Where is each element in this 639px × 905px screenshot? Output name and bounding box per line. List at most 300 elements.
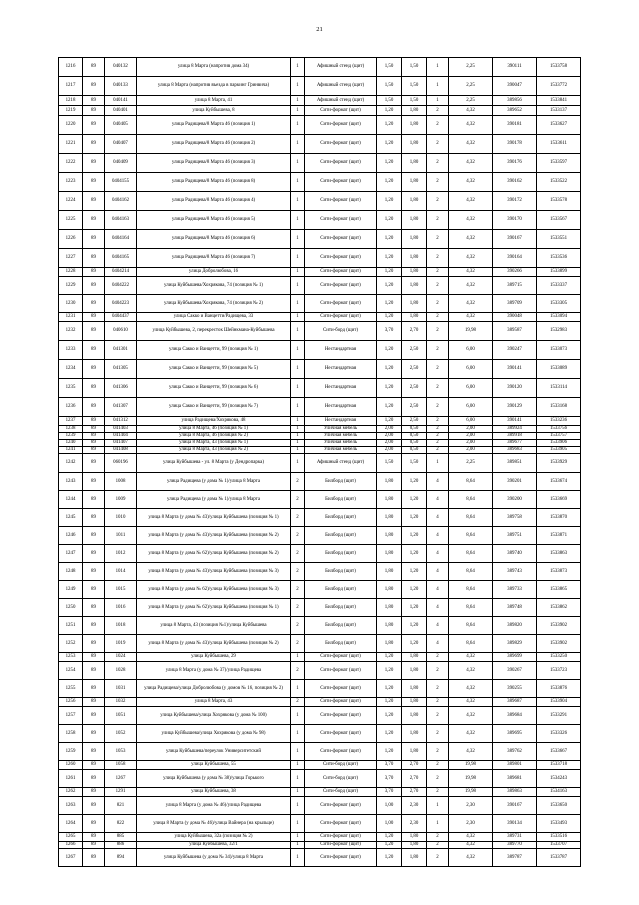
cell-surfaces-count: 2 xyxy=(427,341,449,360)
cell-place-id: 1031 xyxy=(105,680,137,698)
table-row xyxy=(59,313,581,322)
cell-surfaces-count: 2 xyxy=(427,295,449,313)
cell-row-number: 1262 xyxy=(59,788,83,797)
cell-height: 1,80 xyxy=(402,249,427,268)
cell-sides-count: 2 xyxy=(291,662,305,680)
cell-coord-x: 390141 xyxy=(493,360,537,379)
cell-coord-x: 389681 xyxy=(493,770,537,788)
cell-surfaces-count: 4 xyxy=(427,617,449,635)
cell-row-number: 1261 xyxy=(59,770,83,788)
cell-construction-type: Афишный стенд (щит) xyxy=(305,58,377,77)
cell-coord-x: 389770 xyxy=(493,842,537,849)
cell-width: 1,00 xyxy=(377,797,402,815)
cell-width: 1,20 xyxy=(377,707,402,725)
cell-place-id: 041407 xyxy=(105,440,137,447)
cell-place-id: 1010 xyxy=(105,509,137,527)
cell-area: 2,30 xyxy=(449,797,493,815)
cell-district-code: 89 xyxy=(83,341,105,360)
cell-area: 8,64 xyxy=(449,509,493,527)
cell-district-code: 89 xyxy=(83,842,105,849)
cell-address: улица Куйбышева (у дома № 38)/улица Горького xyxy=(137,770,291,788)
cell-coord-y: 1533291 xyxy=(537,707,581,725)
cell-coord-y: 1533841 xyxy=(537,96,581,106)
cell-place-id: 1267 xyxy=(105,770,137,788)
table-row xyxy=(59,797,581,815)
cell-surfaces-count: 2 xyxy=(427,106,449,116)
cell-height: 1,20 xyxy=(402,635,427,653)
cell-row-number: 1267 xyxy=(59,849,83,867)
cell-coord-y: 1533073 xyxy=(537,341,581,360)
cell-height: 0,50 xyxy=(402,433,427,440)
cell-place-id: 040401 xyxy=(105,106,137,116)
cell-address: улица 8 Марта (у дома № 46)/улица Радищева xyxy=(137,797,291,815)
cell-construction-type: Сити-формат (щит) xyxy=(305,192,377,211)
cell-height: 1,20 xyxy=(402,545,427,563)
cell-coord-y: 1534163 xyxy=(537,788,581,797)
cell-height: 1,20 xyxy=(402,509,427,527)
cell-district-code: 89 xyxy=(83,491,105,509)
cell-address: улица 8 Марта (у дома № 37)/улица Радищева xyxy=(137,662,291,680)
cell-coord-x: 389715 xyxy=(493,277,537,295)
cell-width: 1,20 xyxy=(377,116,402,135)
table-row xyxy=(59,58,581,77)
cell-row-number: 1233 xyxy=(59,341,83,360)
table-row xyxy=(59,635,581,653)
cell-construction-type: Нестандартная xyxy=(305,360,377,379)
cell-row-number: 1219 xyxy=(59,106,83,116)
table-row xyxy=(59,277,581,295)
cell-address: улица Сакко и Ванцетти, 99 (позиция № 6) xyxy=(137,379,291,398)
cell-coord-x: 389924 xyxy=(493,426,537,433)
cell-address: улица Куйбышева/Хохрякова, 74 (позиция № 1) xyxy=(137,277,291,295)
cell-construction-type: Билборд (щит) xyxy=(305,509,377,527)
cell-coord-y: 1533870 xyxy=(537,509,581,527)
cell-coord-x: 389787 xyxy=(493,849,537,867)
cell-surfaces-count: 1 xyxy=(427,454,449,473)
cell-coord-x: 389801 xyxy=(493,761,537,770)
cell-coord-x: 390167 xyxy=(493,797,537,815)
cell-district-code: 89 xyxy=(83,230,105,249)
cell-height: 1,80 xyxy=(402,173,427,192)
cell-width: 1,50 xyxy=(377,58,402,77)
cell-row-number: 1258 xyxy=(59,725,83,743)
cell-area: 8,64 xyxy=(449,563,493,581)
cell-coord-x: 390167 xyxy=(493,230,537,249)
cell-height: 1,80 xyxy=(402,211,427,230)
table-row xyxy=(59,440,581,447)
cell-district-code: 89 xyxy=(83,440,105,447)
table-row xyxy=(59,426,581,433)
cell-place-id: 041306 xyxy=(105,379,137,398)
cell-coord-x: 390176 xyxy=(493,154,537,173)
cell-coord-x: 389731 xyxy=(493,833,537,842)
cell-width: 1,20 xyxy=(377,313,402,322)
cell-construction-type: Билборд (щит) xyxy=(305,473,377,491)
cell-place-id: 0404223 xyxy=(105,295,137,313)
cell-coord-y: 1533493 xyxy=(537,815,581,833)
cell-area: 4,32 xyxy=(449,743,493,761)
cell-width: 1,50 xyxy=(377,77,402,96)
cell-height: 1,80 xyxy=(402,833,427,842)
cell-place-id: 1032 xyxy=(105,698,137,707)
cell-height: 2,50 xyxy=(402,379,427,398)
cell-coord-x: 390247 xyxy=(493,341,537,360)
page-number: 21 xyxy=(316,26,323,33)
cell-row-number: 1217 xyxy=(59,77,83,96)
cell-construction-type: Сити-формат (щит) xyxy=(305,725,377,743)
cell-sides-count: 1 xyxy=(291,341,305,360)
cell-construction-type: Сити-формат (щит) xyxy=(305,698,377,707)
cell-row-number: 1263 xyxy=(59,797,83,815)
cell-sides-count: 1 xyxy=(291,116,305,135)
cell-width: 1,20 xyxy=(377,698,402,707)
cell-sides-count: 1 xyxy=(291,770,305,788)
cell-place-id: 041307 xyxy=(105,398,137,417)
cell-row-number: 1234 xyxy=(59,360,83,379)
cell-sides-count: 2 xyxy=(291,509,305,527)
cell-surfaces-count: 2 xyxy=(427,698,449,707)
cell-row-number: 1252 xyxy=(59,635,83,653)
cell-address: улица Куйбышева/переулок Университетский xyxy=(137,743,291,761)
cell-construction-type: Уличная мебель xyxy=(305,447,377,454)
cell-coord-y: 1533669 xyxy=(537,491,581,509)
cell-district-code: 89 xyxy=(83,662,105,680)
cell-coord-x: 389695 xyxy=(493,725,537,743)
cell-construction-type: Сити-формат (щит) xyxy=(305,313,377,322)
cell-width: 1,20 xyxy=(377,680,402,698)
cell-district-code: 89 xyxy=(83,322,105,341)
cell-district-code: 89 xyxy=(83,797,105,815)
cell-width: 1,20 xyxy=(377,833,402,842)
cell-coord-x: 390120 xyxy=(493,379,537,398)
cell-row-number: 1240 xyxy=(59,440,83,447)
cell-area: 19,98 xyxy=(449,770,493,788)
cell-coord-y: 1533667 xyxy=(537,743,581,761)
cell-coord-x: 389748 xyxy=(493,599,537,617)
cell-construction-type: Афишный стенд (щит) xyxy=(305,454,377,473)
cell-width: 1,80 xyxy=(377,581,402,599)
cell-coord-x: 389758 xyxy=(493,509,537,527)
cell-area: 4,32 xyxy=(449,725,493,743)
table-row xyxy=(59,680,581,698)
cell-area: 4,32 xyxy=(449,154,493,173)
cell-district-code: 89 xyxy=(83,815,105,833)
cell-coord-y: 1533250 xyxy=(537,653,581,662)
cell-coord-x: 390162 xyxy=(493,173,537,192)
cell-district-code: 89 xyxy=(83,743,105,761)
cell-area: 4,32 xyxy=(449,842,493,849)
cell-width: 1,20 xyxy=(377,725,402,743)
cell-height: 1,80 xyxy=(402,662,427,680)
table-row xyxy=(59,154,581,173)
registry-table xyxy=(58,57,581,867)
cell-surfaces-count: 2 xyxy=(427,707,449,725)
cell-surfaces-count: 4 xyxy=(427,527,449,545)
cell-height: 2,70 xyxy=(402,770,427,788)
cell-width: 2,00 xyxy=(377,447,402,454)
cell-width: 1,80 xyxy=(377,473,402,491)
cell-coord-x: 390048 xyxy=(493,313,537,322)
cell-district-code: 89 xyxy=(83,295,105,313)
cell-width: 1,80 xyxy=(377,563,402,581)
cell-sides-count: 1 xyxy=(291,360,305,379)
table-row xyxy=(59,322,581,341)
cell-place-id: 060196 xyxy=(105,454,137,473)
cell-place-id: 1052 xyxy=(105,725,137,743)
cell-coord-y: 1533718 xyxy=(537,761,581,770)
cell-district-code: 89 xyxy=(83,313,105,322)
cell-construction-type: Билборд (щит) xyxy=(305,527,377,545)
cell-row-number: 1235 xyxy=(59,379,83,398)
cell-area: 4,32 xyxy=(449,313,493,322)
cell-area: 8,64 xyxy=(449,599,493,617)
cell-coord-y: 1533723 xyxy=(537,662,581,680)
cell-height: 1,80 xyxy=(402,849,427,867)
cell-district-code: 89 xyxy=(83,617,105,635)
cell-width: 1,20 xyxy=(377,268,402,277)
cell-height: 1,80 xyxy=(402,725,427,743)
cell-sides-count: 1 xyxy=(291,743,305,761)
table-row xyxy=(59,527,581,545)
cell-district-code: 89 xyxy=(83,833,105,842)
cell-width: 1,80 xyxy=(377,527,402,545)
cell-coord-y: 1533326 xyxy=(537,725,581,743)
cell-place-id: 041404 xyxy=(105,433,137,440)
cell-place-id: 041305 xyxy=(105,360,137,379)
cell-address: улица Радищева (у дома № 1)/улица 8 Марта xyxy=(137,491,291,509)
cell-address: улица Куйбышева, 32а (позиция № 2) xyxy=(137,833,291,842)
cell-width: 1,20 xyxy=(377,417,402,426)
cell-area: 4,32 xyxy=(449,211,493,230)
cell-construction-type: Сити-формат (щит) xyxy=(305,268,377,277)
cell-width: 1,80 xyxy=(377,545,402,563)
cell-address: улица Сакко и Ванцетти, 99 (позиция № 7) xyxy=(137,398,291,417)
cell-area: 8,64 xyxy=(449,617,493,635)
cell-district-code: 89 xyxy=(83,173,105,192)
cell-surfaces-count: 2 xyxy=(427,426,449,433)
cell-row-number: 1266 xyxy=(59,842,83,849)
cell-area: 4,32 xyxy=(449,173,493,192)
cell-place-id: 822 xyxy=(105,815,137,833)
cell-height: 1,50 xyxy=(402,96,427,106)
cell-height: 1,80 xyxy=(402,295,427,313)
cell-coord-y: 1533756 xyxy=(537,426,581,433)
cell-height: 2,70 xyxy=(402,788,427,797)
cell-row-number: 1250 xyxy=(59,599,83,617)
cell-row-number: 1242 xyxy=(59,454,83,473)
cell-width: 1,20 xyxy=(377,662,402,680)
cell-district-code: 89 xyxy=(83,426,105,433)
cell-coord-x: 389709 xyxy=(493,295,537,313)
table-row xyxy=(59,833,581,842)
cell-coord-x: 389829 xyxy=(493,635,537,653)
cell-area: 2,00 xyxy=(449,426,493,433)
cell-address: улица Радищева/8 Марта 46 (позиция 3) xyxy=(137,154,291,173)
cell-address: улица 8 Марта, 43 xyxy=(137,698,291,707)
cell-width: 1,20 xyxy=(377,192,402,211)
cell-sides-count: 1 xyxy=(291,398,305,417)
cell-coord-x: 389683 xyxy=(493,447,537,454)
cell-coord-y: 1533089 xyxy=(537,360,581,379)
cell-place-id: 1058 xyxy=(105,761,137,770)
cell-width: 1,20 xyxy=(377,849,402,867)
cell-district-code: 89 xyxy=(83,249,105,268)
cell-district-code: 89 xyxy=(83,417,105,426)
cell-coord-y: 1533627 xyxy=(537,116,581,135)
cell-sides-count: 2 xyxy=(291,491,305,509)
cell-coord-y: 1533522 xyxy=(537,173,581,192)
cell-area: 2,25 xyxy=(449,58,493,77)
cell-area: 4,32 xyxy=(449,277,493,295)
cell-district-code: 89 xyxy=(83,398,105,417)
cell-row-number: 1225 xyxy=(59,211,83,230)
cell-width: 1,20 xyxy=(377,653,402,662)
cell-construction-type: Билборд (щит) xyxy=(305,545,377,563)
cell-area: 4,32 xyxy=(449,192,493,211)
cell-address: улица 8 Марта (у дома № 46)/улица Вайнера (на крыльце) xyxy=(137,815,291,833)
cell-construction-type: Сити-формат (щит) xyxy=(305,295,377,313)
cell-place-id: 0404164 xyxy=(105,230,137,249)
cell-row-number: 1253 xyxy=(59,653,83,662)
cell-sides-count: 1 xyxy=(291,77,305,96)
cell-coord-y: 1533863 xyxy=(537,545,581,563)
cell-construction-type: Сити-формат (щит) xyxy=(305,230,377,249)
cell-row-number: 1228 xyxy=(59,268,83,277)
cell-coord-y: 1533114 xyxy=(537,379,581,398)
cell-place-id: 1019 xyxy=(105,635,137,653)
cell-width: 1,20 xyxy=(377,295,402,313)
cell-area: 8,64 xyxy=(449,491,493,509)
cell-area: 19,98 xyxy=(449,761,493,770)
cell-construction-type: Сити-формат (щит) xyxy=(305,249,377,268)
cell-place-id: 0404162 xyxy=(105,192,137,211)
cell-width: 1,80 xyxy=(377,635,402,653)
cell-coord-x: 390111 xyxy=(493,58,537,77)
cell-sides-count: 1 xyxy=(291,379,305,398)
cell-row-number: 1256 xyxy=(59,698,83,707)
cell-place-id: 040141 xyxy=(105,96,137,106)
cell-height: 1,80 xyxy=(402,680,427,698)
cell-construction-type: Сити-формат (щит) xyxy=(305,154,377,173)
table-row xyxy=(59,761,581,770)
cell-construction-type: Сити-формат (щит) xyxy=(305,743,377,761)
cell-surfaces-count: 2 xyxy=(427,313,449,322)
cell-width: 3,70 xyxy=(377,788,402,797)
cell-coord-x: 389918 xyxy=(493,433,537,440)
cell-coord-x: 389740 xyxy=(493,545,537,563)
table-row xyxy=(59,417,581,426)
cell-district-code: 89 xyxy=(83,788,105,797)
cell-area: 2,00 xyxy=(449,440,493,447)
table-row xyxy=(59,788,581,797)
cell-width: 1,20 xyxy=(377,743,402,761)
table-row xyxy=(59,473,581,491)
cell-coord-x: 390141 xyxy=(493,417,537,426)
cell-width: 1,50 xyxy=(377,454,402,473)
cell-row-number: 1236 xyxy=(59,398,83,417)
cell-width: 2,00 xyxy=(377,426,402,433)
cell-district-code: 89 xyxy=(83,473,105,491)
cell-district-code: 89 xyxy=(83,581,105,599)
registry-table-body xyxy=(59,58,581,867)
cell-height: 2,50 xyxy=(402,417,427,426)
cell-construction-type: Сити-формат (щит) xyxy=(305,653,377,662)
cell-district-code: 89 xyxy=(83,192,105,211)
cell-sides-count: 1 xyxy=(291,417,305,426)
cell-coord-x: 390181 xyxy=(493,116,537,135)
cell-row-number: 1247 xyxy=(59,545,83,563)
cell-surfaces-count: 2 xyxy=(427,135,449,154)
cell-coord-y: 1533873 xyxy=(537,563,581,581)
cell-construction-type: Сити-формат (щит) xyxy=(305,815,377,833)
cell-surfaces-count: 2 xyxy=(427,833,449,842)
cell-surfaces-count: 2 xyxy=(427,211,449,230)
cell-surfaces-count: 1 xyxy=(427,96,449,106)
cell-surfaces-count: 2 xyxy=(427,680,449,698)
cell-row-number: 1222 xyxy=(59,154,83,173)
cell-district-code: 89 xyxy=(83,360,105,379)
cell-district-code: 89 xyxy=(83,545,105,563)
table-row xyxy=(59,447,581,454)
table-row xyxy=(59,599,581,617)
cell-height: 1,80 xyxy=(402,135,427,154)
cell-place-id: 1051 xyxy=(105,707,137,725)
cell-height: 1,80 xyxy=(402,698,427,707)
cell-place-id: 1053 xyxy=(105,743,137,761)
cell-sides-count: 1 xyxy=(291,653,305,662)
cell-coord-x: 390200 xyxy=(493,491,537,509)
cell-width: 1,20 xyxy=(377,211,402,230)
cell-row-number: 1232 xyxy=(59,322,83,341)
cell-coord-y: 1533578 xyxy=(537,192,581,211)
cell-coord-x: 390164 xyxy=(493,249,537,268)
cell-row-number: 1248 xyxy=(59,563,83,581)
cell-address: улица Радищева/8 Марта 46 (позиция 7) xyxy=(137,249,291,268)
cell-district-code: 89 xyxy=(83,106,105,116)
cell-width: 1,80 xyxy=(377,491,402,509)
cell-row-number: 1260 xyxy=(59,761,83,770)
cell-place-id: 041312 xyxy=(105,417,137,426)
cell-area: 8,64 xyxy=(449,527,493,545)
cell-sides-count: 2 xyxy=(291,698,305,707)
cell-width: 1,00 xyxy=(377,815,402,833)
cell-district-code: 89 xyxy=(83,635,105,653)
cell-row-number: 1238 xyxy=(59,426,83,433)
table-row xyxy=(59,135,581,154)
cell-width: 3,70 xyxy=(377,770,402,788)
cell-sides-count: 1 xyxy=(291,849,305,867)
cell-row-number: 1227 xyxy=(59,249,83,268)
cell-coord-x: 389733 xyxy=(493,581,537,599)
cell-coord-x: 390178 xyxy=(493,135,537,154)
cell-place-id: 1008 xyxy=(105,473,137,491)
cell-row-number: 1230 xyxy=(59,295,83,313)
cell-row-number: 1223 xyxy=(59,173,83,192)
cell-address: улица Сакко и Ванцетти, 99 (позиция № 5) xyxy=(137,360,291,379)
cell-surfaces-count: 4 xyxy=(427,635,449,653)
cell-area: 4,32 xyxy=(449,653,493,662)
cell-surfaces-count: 1 xyxy=(427,58,449,77)
cell-coord-y: 1533904 xyxy=(537,698,581,707)
cell-coord-x: 389820 xyxy=(493,617,537,635)
cell-coord-y: 1533137 xyxy=(537,106,581,116)
cell-coord-y: 1533707 xyxy=(537,842,581,849)
table-row xyxy=(59,173,581,192)
cell-district-code: 89 xyxy=(83,563,105,581)
table-row xyxy=(59,116,581,135)
cell-area: 4,32 xyxy=(449,295,493,313)
cell-place-id: 1009 xyxy=(105,491,137,509)
